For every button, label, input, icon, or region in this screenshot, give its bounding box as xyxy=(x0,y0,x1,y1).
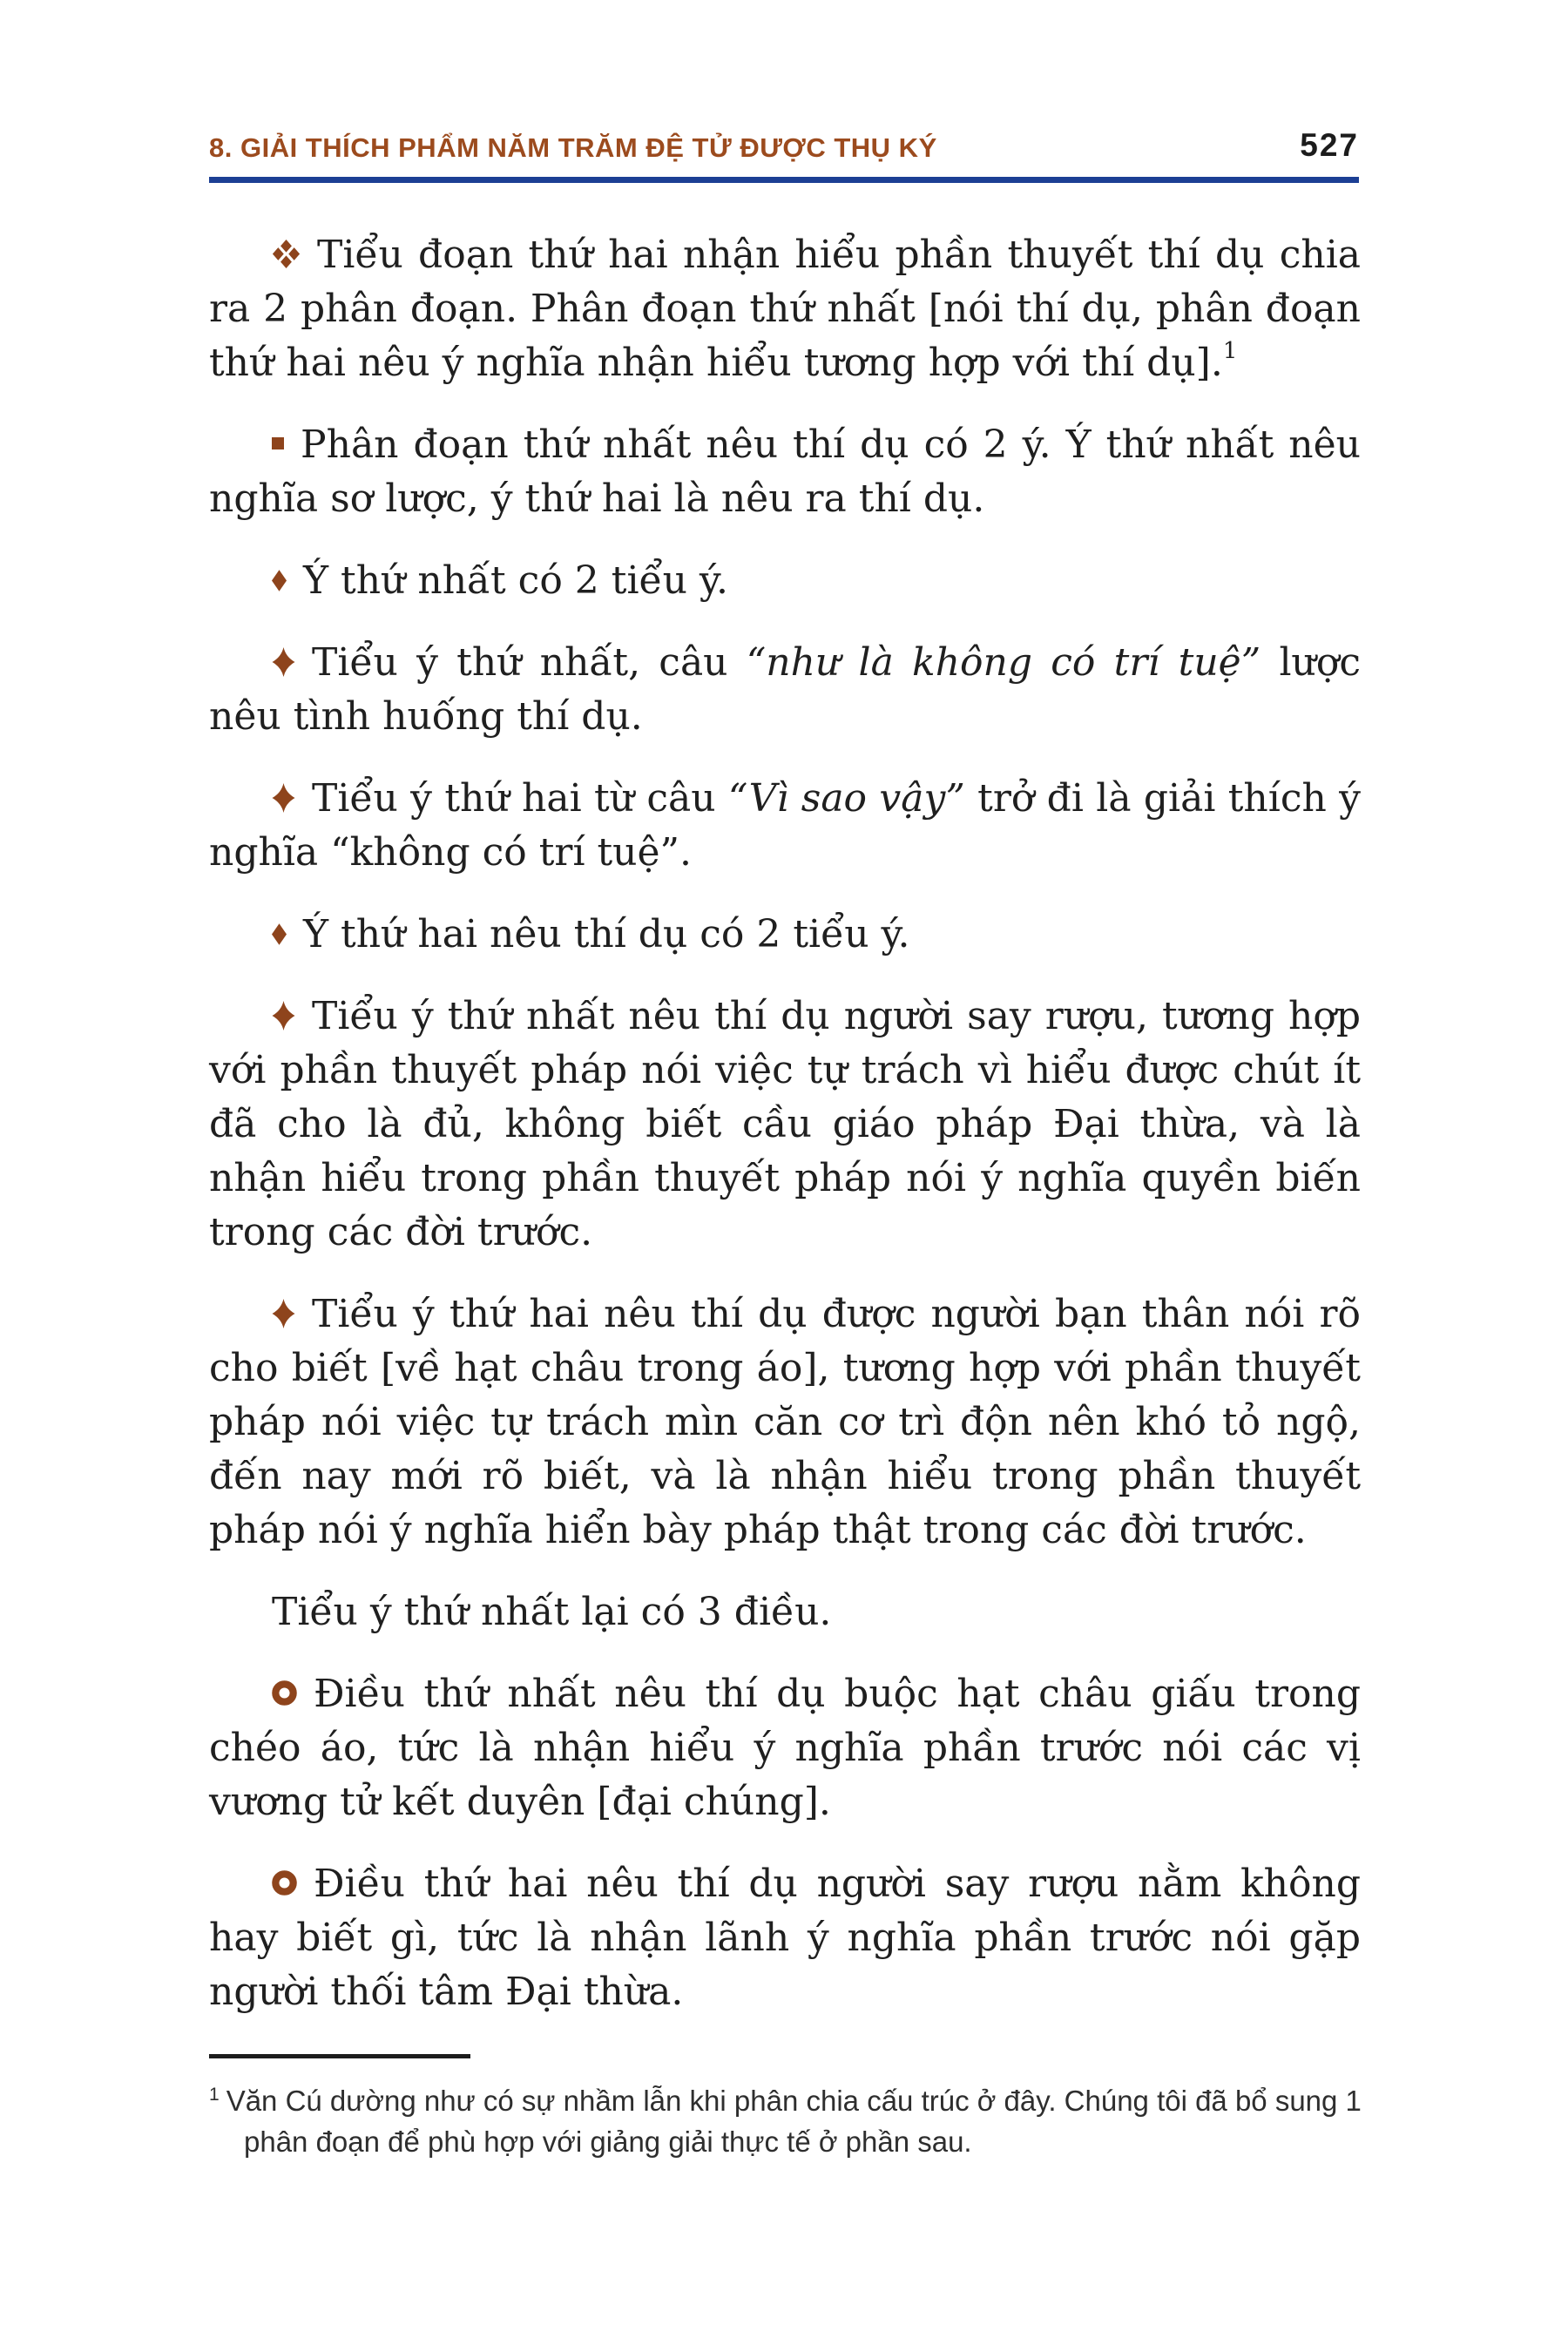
header-divider-rule xyxy=(209,177,1359,183)
chapter-title: 8. GIẢI THÍCH PHẨM NĂM TRĂM ĐỆ TỬ ĐƯỢC THỤ KÝ xyxy=(209,132,937,163)
text-segment: Ý thứ hai nêu thí dụ có 2 tiểu ý. xyxy=(303,912,910,956)
text-segment: Tiểu ý thứ nhất, câu xyxy=(312,640,747,685)
footnote-marker: 1 xyxy=(209,2085,220,2105)
four-point-star-bullet-icon xyxy=(272,1288,295,1342)
text-segment: Điều thứ hai nêu thí dụ người say rượu nằm không hay biết gì, tức là nhận lãnh ý nghĩa phần trước nói gặp người thối tâm Đại thừa. xyxy=(209,1862,1361,2014)
four-point-star-bullet-icon xyxy=(272,990,295,1044)
footnote-text: Văn Cú dường như có sự nhầm lẫn khi phân chia cấu trúc ở đây. Chúng tôi đã bổ sung 1 phân đoạn để phù hợp với giảng giải thực tế ở phần sau. xyxy=(226,2085,1362,2158)
text-segment: Tiểu đoạn thứ hai nhận hiểu phần thuyết thí dụ chia ra 2 phân đoạn. Phân đoạn thứ nhất [nói thí dụ, phân đoạn thứ hai nêu ý nghĩa nhận hiểu tương hợp với thí dụ]. xyxy=(209,233,1361,385)
ring-bullet-icon xyxy=(272,1667,297,1721)
ring-bullet-icon xyxy=(272,1857,297,1911)
text-segment: Tiểu ý thứ hai từ câu xyxy=(312,776,728,821)
page-header xyxy=(209,127,1359,164)
footnote-reference: 1 xyxy=(1222,338,1238,364)
text-segment: Ý thứ nhất có 2 tiểu ý. xyxy=(303,558,728,603)
four-diamonds-bullet-icon xyxy=(272,228,301,282)
text-segment: Điều thứ nhất nêu thí dụ buộc hạt châu giấu trong chéo áo, tức là nhận hiểu ý nghĩa phần trước nói các vị vương tử kết duyên [đại chúng]. xyxy=(209,1672,1361,1824)
footnote xyxy=(209,2080,1396,2162)
text-segment: Phân đoạn thứ nhất nêu thí dụ có 2 ý. Ý thứ nhất nêu nghĩa sơ lược, ý thứ hai là nêu ra thí dụ. xyxy=(209,422,1361,521)
text-segment: “Vì sao vậy” xyxy=(727,776,965,821)
paragraph xyxy=(209,1288,1361,1558)
text-segment: lược nêu tình huống thí dụ. xyxy=(209,640,1361,739)
paragraph xyxy=(209,772,1361,880)
four-point-star-bullet-icon xyxy=(272,636,295,690)
footnote-divider-rule xyxy=(209,2054,470,2058)
paragraph xyxy=(209,908,1361,962)
paragraph xyxy=(209,228,1361,390)
text-segment: Tiểu ý thứ hai nêu thí dụ được người bạn thân nói rõ cho biết [về hạt châu trong áo], tương hợp với phần thuyết pháp nói việc tự trách mìn căn cơ trì độn nên khó tỏ ngộ, đến nay mới rõ biết, và là nhận hiểu trong phần thuyết pháp nói ý nghĩa hiển bày pháp thật trong các đời trước. xyxy=(209,1292,1361,1552)
paragraph xyxy=(209,1585,1361,1639)
paragraph xyxy=(209,554,1361,608)
diamond-bullet-icon xyxy=(272,554,287,608)
paragraph xyxy=(209,636,1361,744)
four-point-star-bullet-icon xyxy=(272,772,295,826)
paragraph xyxy=(209,1857,1361,2019)
paragraph xyxy=(209,1667,1361,1829)
square-bullet-icon xyxy=(272,418,284,472)
page-number: 527 xyxy=(1300,127,1359,163)
paragraph xyxy=(209,990,1361,1260)
text-segment: Tiểu ý thứ nhất lại có 3 điều. xyxy=(272,1590,832,1634)
diamond-bullet-icon xyxy=(272,908,287,962)
text-segment: “như là không có trí tuệ” xyxy=(746,640,1261,685)
body-text xyxy=(209,228,1361,2047)
text-segment: trở đi là giải thích ý nghĩa “không có trí tuệ”. xyxy=(209,776,1361,875)
paragraph xyxy=(209,418,1361,526)
text-segment: Tiểu ý thứ nhất nêu thí dụ người say rượu, tương hợp với phần thuyết pháp nói việc tự trách vì hiểu được chút ít đã cho là đủ, không biết cầu giáo pháp Đại thừa, và là nhận hiểu trong phần thuyết pháp nói ý nghĩa quyền biến trong các đời trước. xyxy=(209,994,1361,1254)
